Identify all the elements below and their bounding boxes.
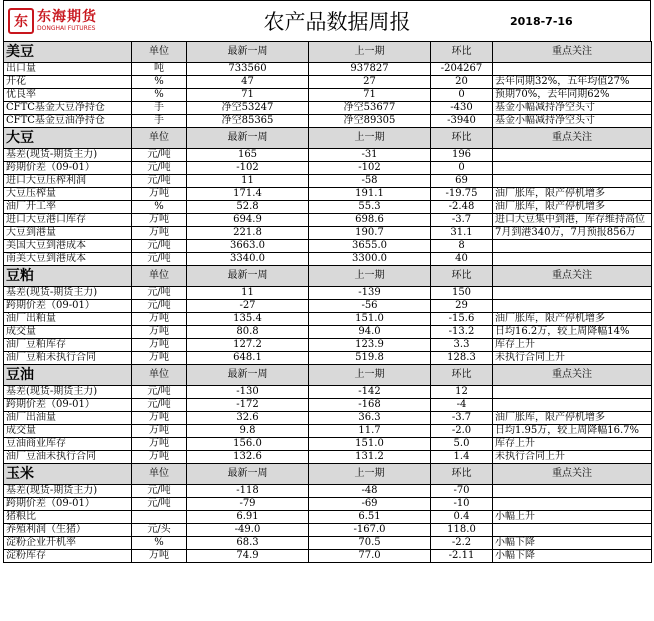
indicator-cell: 出口量 [4, 63, 132, 76]
table-row [4, 287, 652, 300]
column-header: 单位 [132, 464, 187, 485]
column-header: 重点关注 [493, 42, 652, 63]
column-header: 环比 [431, 266, 493, 287]
unit-cell: % [132, 76, 187, 89]
table-row [4, 149, 652, 162]
indicator-cell: 成交量 [4, 425, 132, 438]
previous-cell: -58 [309, 175, 431, 188]
previous-cell: -48 [309, 485, 431, 498]
unit-cell: 元/吨 [132, 399, 187, 412]
table-row [4, 63, 652, 76]
indicator-cell: 养殖利润（生猪） [4, 524, 132, 537]
unit-cell: 元/头 [132, 524, 187, 537]
change-cell: -3.7 [431, 214, 493, 227]
focus-note-cell [493, 63, 652, 76]
indicator-cell: 基差(现货-期货主力) [4, 485, 132, 498]
section-header-row [4, 464, 652, 485]
indicator-cell: 猪粮比 [4, 511, 132, 524]
change-cell: 128.3 [431, 352, 493, 365]
change-cell: -2.0 [431, 425, 493, 438]
focus-note-cell [493, 300, 652, 313]
latest-cell: 132.6 [187, 451, 309, 464]
unit-cell: 元/吨 [132, 485, 187, 498]
latest-cell: 156.0 [187, 438, 309, 451]
unit-cell: 元/吨 [132, 287, 187, 300]
section-header-row [4, 42, 652, 63]
table-row [4, 399, 652, 412]
previous-cell: 77.0 [309, 550, 431, 563]
latest-cell: -130 [187, 386, 309, 399]
indicator-cell: 油厂出油量 [4, 412, 132, 425]
change-cell: 150 [431, 287, 493, 300]
focus-note-cell [493, 253, 652, 266]
table-row [4, 201, 652, 214]
focus-note-cell: 库存上升 [493, 339, 652, 352]
column-header: 单位 [132, 266, 187, 287]
column-header: 重点关注 [493, 464, 652, 485]
indicator-cell: 美国大豆到港成本 [4, 240, 132, 253]
unit-cell: 万吨 [132, 214, 187, 227]
change-cell: 31.1 [431, 227, 493, 240]
focus-note-cell: 油厂胀库，限产停机增多 [493, 188, 652, 201]
table-row [4, 386, 652, 399]
table-row [4, 102, 652, 115]
focus-note-cell: 未执行合同上升 [493, 352, 652, 365]
change-cell: -430 [431, 102, 493, 115]
latest-cell: 47 [187, 76, 309, 89]
previous-cell: -31 [309, 149, 431, 162]
indicator-cell: 基差(现货-期货主力) [4, 287, 132, 300]
column-header: 环比 [431, 365, 493, 386]
previous-cell: 36.3 [309, 412, 431, 425]
previous-cell: 94.0 [309, 326, 431, 339]
column-header: 最新一周 [187, 266, 309, 287]
focus-note-cell: 小幅下降 [493, 537, 652, 550]
focus-note-cell: 日均16.2万，较上周降幅14% [493, 326, 652, 339]
previous-cell: 937827 [309, 63, 431, 76]
focus-note-cell: 预期70%，去年同期62% [493, 89, 652, 102]
unit-cell: 元/吨 [132, 162, 187, 175]
focus-note-cell [493, 149, 652, 162]
latest-cell: 68.3 [187, 537, 309, 550]
change-cell: 3.3 [431, 339, 493, 352]
section-name: 大豆 [4, 128, 132, 149]
unit-cell: % [132, 201, 187, 214]
latest-cell: 11 [187, 287, 309, 300]
change-cell: -204267 [431, 63, 493, 76]
change-cell: -19.75 [431, 188, 493, 201]
company-logo [8, 4, 104, 38]
focus-note-cell [493, 524, 652, 537]
unit-cell: % [132, 537, 187, 550]
column-header: 上一期 [309, 128, 431, 149]
logo-mark-icon: 东 [8, 8, 34, 34]
unit-cell: 万吨 [132, 451, 187, 464]
table-row [4, 326, 652, 339]
table-row [4, 425, 652, 438]
table-row [4, 550, 652, 563]
section-name: 美豆 [4, 42, 132, 63]
table-row [4, 524, 652, 537]
previous-cell: -102 [309, 162, 431, 175]
change-cell: -2.48 [431, 201, 493, 214]
focus-note-cell [493, 240, 652, 253]
latest-cell: 52.8 [187, 201, 309, 214]
indicator-cell: 基差(现货-期货主力) [4, 149, 132, 162]
change-cell: 118.0 [431, 524, 493, 537]
indicator-cell: 大豆到港量 [4, 227, 132, 240]
table-row [4, 162, 652, 175]
column-header: 单位 [132, 42, 187, 63]
indicator-cell: 开花 [4, 76, 132, 89]
focus-note-cell: 去年同期32%，五年均值27% [493, 76, 652, 89]
latest-cell: -27 [187, 300, 309, 313]
indicator-cell: CFTC基金大豆净持仓 [4, 102, 132, 115]
column-header: 环比 [431, 42, 493, 63]
unit-cell: 吨 [132, 63, 187, 76]
previous-cell: 123.9 [309, 339, 431, 352]
change-cell: 8 [431, 240, 493, 253]
table-row [4, 253, 652, 266]
change-cell: 12 [431, 386, 493, 399]
table-row [4, 352, 652, 365]
indicator-cell: 跨期价差（09-01） [4, 162, 132, 175]
previous-cell: 190.7 [309, 227, 431, 240]
focus-note-cell [493, 386, 652, 399]
change-cell: 40 [431, 253, 493, 266]
previous-cell: 191.1 [309, 188, 431, 201]
unit-cell: 万吨 [132, 425, 187, 438]
change-cell: 20 [431, 76, 493, 89]
previous-cell: -168 [309, 399, 431, 412]
table-row [4, 240, 652, 253]
indicator-cell: 油厂豆粕未执行合同 [4, 352, 132, 365]
latest-cell: 11 [187, 175, 309, 188]
latest-cell: 648.1 [187, 352, 309, 365]
report-sheet [3, 0, 651, 563]
change-cell: 0.4 [431, 511, 493, 524]
indicator-cell: 跨期价差（09-01） [4, 300, 132, 313]
unit-cell: 万吨 [132, 188, 187, 201]
column-header: 重点关注 [493, 128, 652, 149]
previous-cell: 71 [309, 89, 431, 102]
previous-cell: 11.7 [309, 425, 431, 438]
column-header: 最新一周 [187, 128, 309, 149]
column-header: 上一期 [309, 42, 431, 63]
indicator-cell: 油厂出粕量 [4, 313, 132, 326]
unit-cell: 元/吨 [132, 386, 187, 399]
table-row [4, 300, 652, 313]
table-row [4, 175, 652, 188]
change-cell: -13.2 [431, 326, 493, 339]
previous-cell: 698.6 [309, 214, 431, 227]
indicator-cell: 跨期价差（09-01） [4, 498, 132, 511]
column-header: 最新一周 [187, 42, 309, 63]
column-header: 环比 [431, 464, 493, 485]
unit-cell [132, 511, 187, 524]
latest-cell: 6.91 [187, 511, 309, 524]
table-row [4, 498, 652, 511]
focus-note-cell: 油厂胀库，限产停机增多 [493, 201, 652, 214]
indicator-cell: 淀粉库存 [4, 550, 132, 563]
previous-cell: 3655.0 [309, 240, 431, 253]
section-name: 豆油 [4, 365, 132, 386]
latest-cell: 71 [187, 89, 309, 102]
section-name: 玉米 [4, 464, 132, 485]
data-table [3, 41, 652, 563]
previous-cell: -56 [309, 300, 431, 313]
change-cell: 29 [431, 300, 493, 313]
column-header: 环比 [431, 128, 493, 149]
section-name: 豆粕 [4, 266, 132, 287]
unit-cell: 元/吨 [132, 175, 187, 188]
table-row [4, 76, 652, 89]
previous-cell: -167.0 [309, 524, 431, 537]
latest-cell: 3663.0 [187, 240, 309, 253]
report-date: 2018-7-16 [510, 14, 573, 28]
unit-cell: 万吨 [132, 412, 187, 425]
latest-cell: 733560 [187, 63, 309, 76]
table-row [4, 485, 652, 498]
latest-cell: 32.6 [187, 412, 309, 425]
previous-cell: 151.0 [309, 438, 431, 451]
change-cell: -3940 [431, 115, 493, 128]
column-header: 最新一周 [187, 365, 309, 386]
latest-cell: 3340.0 [187, 253, 309, 266]
table-row [4, 537, 652, 550]
table-row [4, 89, 652, 102]
report-header [3, 0, 651, 41]
indicator-cell: 进口大豆压榨利润 [4, 175, 132, 188]
focus-note-cell: 小幅下降 [493, 550, 652, 563]
focus-note-cell [493, 287, 652, 300]
page-title: 农产品数据周报 [263, 10, 411, 34]
focus-note-cell: 进口大豆集中到港，库存维持高位 [493, 214, 652, 227]
change-cell: 196 [431, 149, 493, 162]
indicator-cell: 油厂豆粕库存 [4, 339, 132, 352]
change-cell: -2.11 [431, 550, 493, 563]
focus-note-cell [493, 485, 652, 498]
change-cell: 1.4 [431, 451, 493, 464]
column-header: 上一期 [309, 365, 431, 386]
latest-cell: 9.8 [187, 425, 309, 438]
change-cell: 0 [431, 89, 493, 102]
indicator-cell: 豆油商业库存 [4, 438, 132, 451]
focus-note-cell: 7月到港340万，7月预报856万 [493, 227, 652, 240]
latest-cell: 74.9 [187, 550, 309, 563]
latest-cell: 净空85365 [187, 115, 309, 128]
indicator-cell: 南美大豆到港成本 [4, 253, 132, 266]
change-cell: 0 [431, 162, 493, 175]
change-cell: -3.7 [431, 412, 493, 425]
indicator-cell: 优良率 [4, 89, 132, 102]
column-header: 单位 [132, 365, 187, 386]
indicator-cell: 淀粉企业开机率 [4, 537, 132, 550]
previous-cell: 净空89305 [309, 115, 431, 128]
column-header: 重点关注 [493, 266, 652, 287]
table-row [4, 188, 652, 201]
unit-cell: 手 [132, 102, 187, 115]
change-cell: -70 [431, 485, 493, 498]
previous-cell: 6.51 [309, 511, 431, 524]
focus-note-cell: 库存上升 [493, 438, 652, 451]
previous-cell: 131.2 [309, 451, 431, 464]
previous-cell: 3300.0 [309, 253, 431, 266]
table-row [4, 438, 652, 451]
focus-note-cell [493, 399, 652, 412]
unit-cell: 元/吨 [132, 498, 187, 511]
unit-cell: % [132, 89, 187, 102]
table-row [4, 451, 652, 464]
latest-cell: 221.8 [187, 227, 309, 240]
column-header: 最新一周 [187, 464, 309, 485]
previous-cell: 净空53677 [309, 102, 431, 115]
table-row [4, 227, 652, 240]
indicator-cell: 大豆压榨量 [4, 188, 132, 201]
previous-cell: -69 [309, 498, 431, 511]
focus-note-cell [493, 498, 652, 511]
focus-note-cell: 油厂胀库，限产停机增多 [493, 313, 652, 326]
unit-cell: 万吨 [132, 438, 187, 451]
latest-cell: -102 [187, 162, 309, 175]
unit-cell: 元/吨 [132, 300, 187, 313]
latest-cell: -79 [187, 498, 309, 511]
column-header: 上一期 [309, 266, 431, 287]
column-header: 重点关注 [493, 365, 652, 386]
table-row [4, 412, 652, 425]
logo-name: 东海期货 [37, 9, 97, 25]
logo-english-name: DONGHAI FUTURES [37, 25, 96, 32]
indicator-cell: 成交量 [4, 326, 132, 339]
previous-cell: -139 [309, 287, 431, 300]
column-header: 单位 [132, 128, 187, 149]
unit-cell: 万吨 [132, 550, 187, 563]
focus-note-cell [493, 162, 652, 175]
previous-cell: -142 [309, 386, 431, 399]
column-header: 上一期 [309, 464, 431, 485]
table-row [4, 511, 652, 524]
latest-cell: 165 [187, 149, 309, 162]
focus-note-cell: 未执行合同上升 [493, 451, 652, 464]
latest-cell: 80.8 [187, 326, 309, 339]
indicator-cell: 跨期价差（09-01） [4, 399, 132, 412]
focus-note-cell [493, 175, 652, 188]
latest-cell: 694.9 [187, 214, 309, 227]
indicator-cell: CFTC基金豆油净持仓 [4, 115, 132, 128]
previous-cell: 519.8 [309, 352, 431, 365]
section-header-row [4, 128, 652, 149]
change-cell: -4 [431, 399, 493, 412]
change-cell: -15.6 [431, 313, 493, 326]
change-cell: -2.2 [431, 537, 493, 550]
section-header-row [4, 266, 652, 287]
section-header-row [4, 365, 652, 386]
unit-cell: 万吨 [132, 352, 187, 365]
unit-cell: 万吨 [132, 227, 187, 240]
indicator-cell: 油厂开工率 [4, 201, 132, 214]
unit-cell: 万吨 [132, 313, 187, 326]
unit-cell: 元/吨 [132, 149, 187, 162]
change-cell: 69 [431, 175, 493, 188]
table-row [4, 214, 652, 227]
latest-cell: -118 [187, 485, 309, 498]
latest-cell: 171.4 [187, 188, 309, 201]
previous-cell: 27 [309, 76, 431, 89]
table-row [4, 115, 652, 128]
focus-note-cell: 油厂胀库，限产停机增多 [493, 412, 652, 425]
latest-cell: -49.0 [187, 524, 309, 537]
previous-cell: 55.3 [309, 201, 431, 214]
latest-cell: 135.4 [187, 313, 309, 326]
unit-cell: 手 [132, 115, 187, 128]
focus-note-cell: 基金小幅减持净空头寸 [493, 102, 652, 115]
focus-note-cell: 基金小幅减持净空头寸 [493, 115, 652, 128]
table-row [4, 313, 652, 326]
table-row [4, 339, 652, 352]
indicator-cell: 油厂豆油未执行合同 [4, 451, 132, 464]
change-cell: 5.0 [431, 438, 493, 451]
unit-cell: 万吨 [132, 326, 187, 339]
unit-cell: 元/吨 [132, 253, 187, 266]
change-cell: -10 [431, 498, 493, 511]
focus-note-cell: 日均1.95万，较上周降幅16.7% [493, 425, 652, 438]
latest-cell: -172 [187, 399, 309, 412]
focus-note-cell: 小幅上升 [493, 511, 652, 524]
latest-cell: 127.2 [187, 339, 309, 352]
previous-cell: 151.0 [309, 313, 431, 326]
previous-cell: 70.5 [309, 537, 431, 550]
unit-cell: 万吨 [132, 339, 187, 352]
latest-cell: 净空53247 [187, 102, 309, 115]
indicator-cell: 进口大豆港口库存 [4, 214, 132, 227]
unit-cell: 元/吨 [132, 240, 187, 253]
indicator-cell: 基差(现货-期货主力) [4, 386, 132, 399]
